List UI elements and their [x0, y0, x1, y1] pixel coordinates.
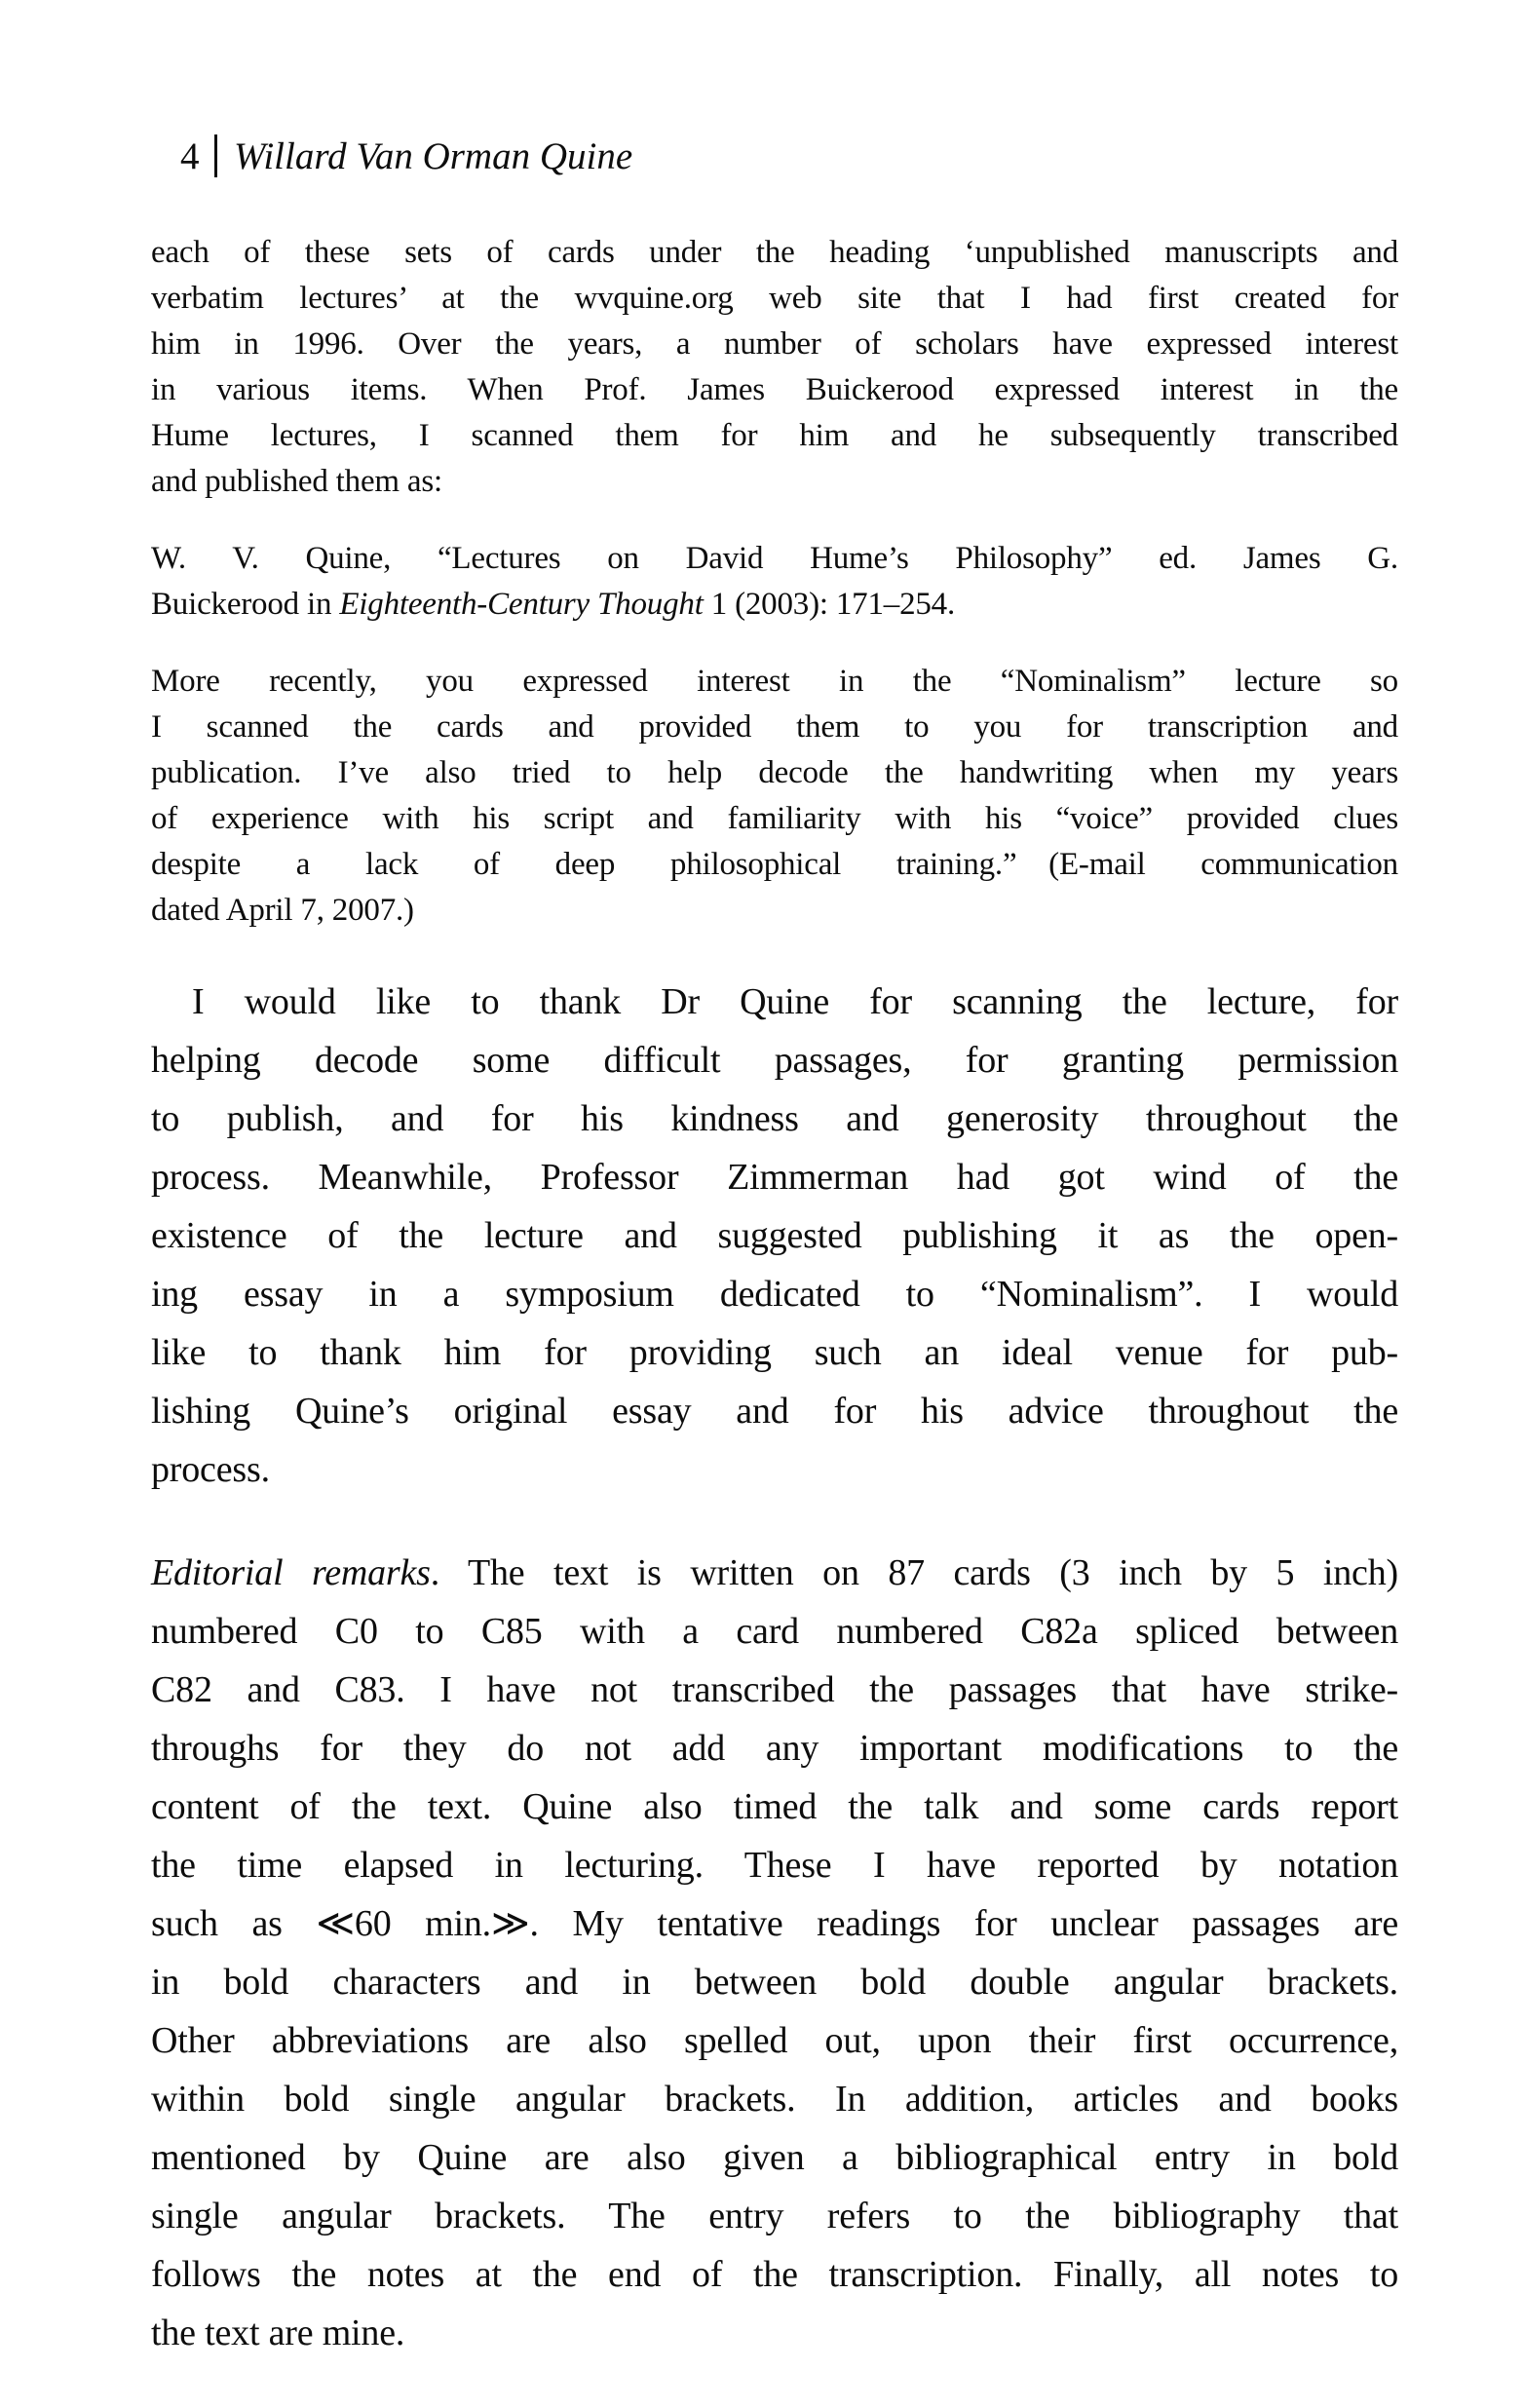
citation-paragraph	[151, 536, 1398, 628]
text-line: within bold single angular brackets. In addition, articles and books	[151, 2079, 1398, 2120]
text-line: content of the text. Quine also timed the talk and some cards report	[151, 1786, 1398, 1827]
text-line: W. V. Quine, “Lectures on David Hume’s Philosophy” ed. James G.	[151, 541, 1398, 576]
text-line: I would like to thank Dr Quine for scanning the lecture, for	[192, 981, 1398, 1022]
text-line: Other abbreviations are also spelled out, upon their first occurrence,	[151, 2020, 1398, 2061]
text-line: Hume lectures, I scanned them for him and he subsequently transcribed	[151, 418, 1398, 453]
text-line: to publish, and for his kindness and generosity throughout the	[151, 1098, 1398, 1139]
text-line: throughs for they do not add any important modifications to the	[151, 1728, 1398, 1769]
quote-paragraph-sets-of-cards	[151, 230, 1398, 505]
text-line: single angular brackets. The entry refers to the bibliography that	[151, 2196, 1398, 2236]
main-text-section	[151, 973, 1398, 2362]
text-line: in various items. When Prof. James Buickerood expressed interest in the	[151, 372, 1398, 407]
text-line: process. Meanwhile, Professor Zimmerman had got wind of the	[151, 1157, 1398, 1198]
text-line: lishing Quine’s original essay and for his advice throughout the	[151, 1391, 1398, 1432]
text-line: him in 1996. Over the years, a number of scholars have expressed interest	[151, 326, 1398, 362]
text-line: of experience with his script and familiarity with his “voice” provided clues	[151, 801, 1398, 836]
text-line: C82 and C83. I have not transcribed the passages that have strike-	[151, 1669, 1398, 1710]
text-line: in bold characters and in between bold double angular brackets.	[151, 1962, 1398, 2003]
text-line: ing essay in a symposium dedicated to “Nominalism”. I would	[151, 1274, 1398, 1315]
header-divider-bar	[214, 134, 217, 177]
text-line: like to thank him for providing such an ideal venue for pub-	[151, 1332, 1398, 1373]
editorial-remarks-paragraph	[151, 1544, 1398, 2362]
text-line: publication. I’ve also tried to help decode the handwriting when my years	[151, 755, 1398, 790]
acknowledgements-paragraph	[151, 973, 1398, 1499]
text-line: despite a lack of deep philosophical training.” (E-mail communication	[151, 847, 1398, 882]
text-line: existence of the lecture and suggested publishing it as the open-	[151, 1215, 1398, 1256]
running-header	[180, 131, 1398, 181]
text-line: numbered C0 to C85 with a card numbered C82a spliced between	[151, 1611, 1398, 1652]
text-line: verbatim lectures’ at the wvquine.org web site that I had first created for	[151, 281, 1398, 316]
page-number: 4	[180, 134, 200, 177]
text-line: Editorial remarks. The text is written on 87 cards (3 inch by 5 inch)	[151, 1552, 1398, 1593]
text-line: process.	[151, 1449, 270, 1490]
text-line: I scanned the cards and provided them to you for transcription and	[151, 709, 1398, 745]
text-line: the text are mine.	[151, 2312, 405, 2353]
text-line: follows the notes at the end of the transcription. Finally, all notes to	[151, 2254, 1398, 2295]
text-line: helping decode some difficult passages, for granting permission	[151, 1040, 1398, 1081]
text-line: mentioned by Quine are also given a bibliographical entry in bold	[151, 2137, 1398, 2178]
block-quote-section	[151, 230, 1398, 934]
text-line: and published them as:	[151, 464, 442, 499]
text-line: such as ≪60 min.≫. My tentative readings for unclear passages are	[151, 1903, 1398, 1944]
text-line: dated April 7, 2007.)	[151, 893, 414, 928]
quote-paragraph-nominalism	[151, 659, 1398, 934]
text-line: the time elapsed in lecturing. These I have reported by notation	[151, 1845, 1398, 1886]
running-title: Willard Van Orman Quine	[234, 134, 633, 177]
text-line: each of these sets of cards under the heading ‘unpublished manuscripts and	[151, 235, 1398, 270]
text-line: More recently, you expressed interest in the “Nominalism” lecture so	[151, 664, 1398, 699]
text-line: Buickerood in Eighteenth-Century Thought 1 (2003): 171–254.	[151, 587, 956, 622]
